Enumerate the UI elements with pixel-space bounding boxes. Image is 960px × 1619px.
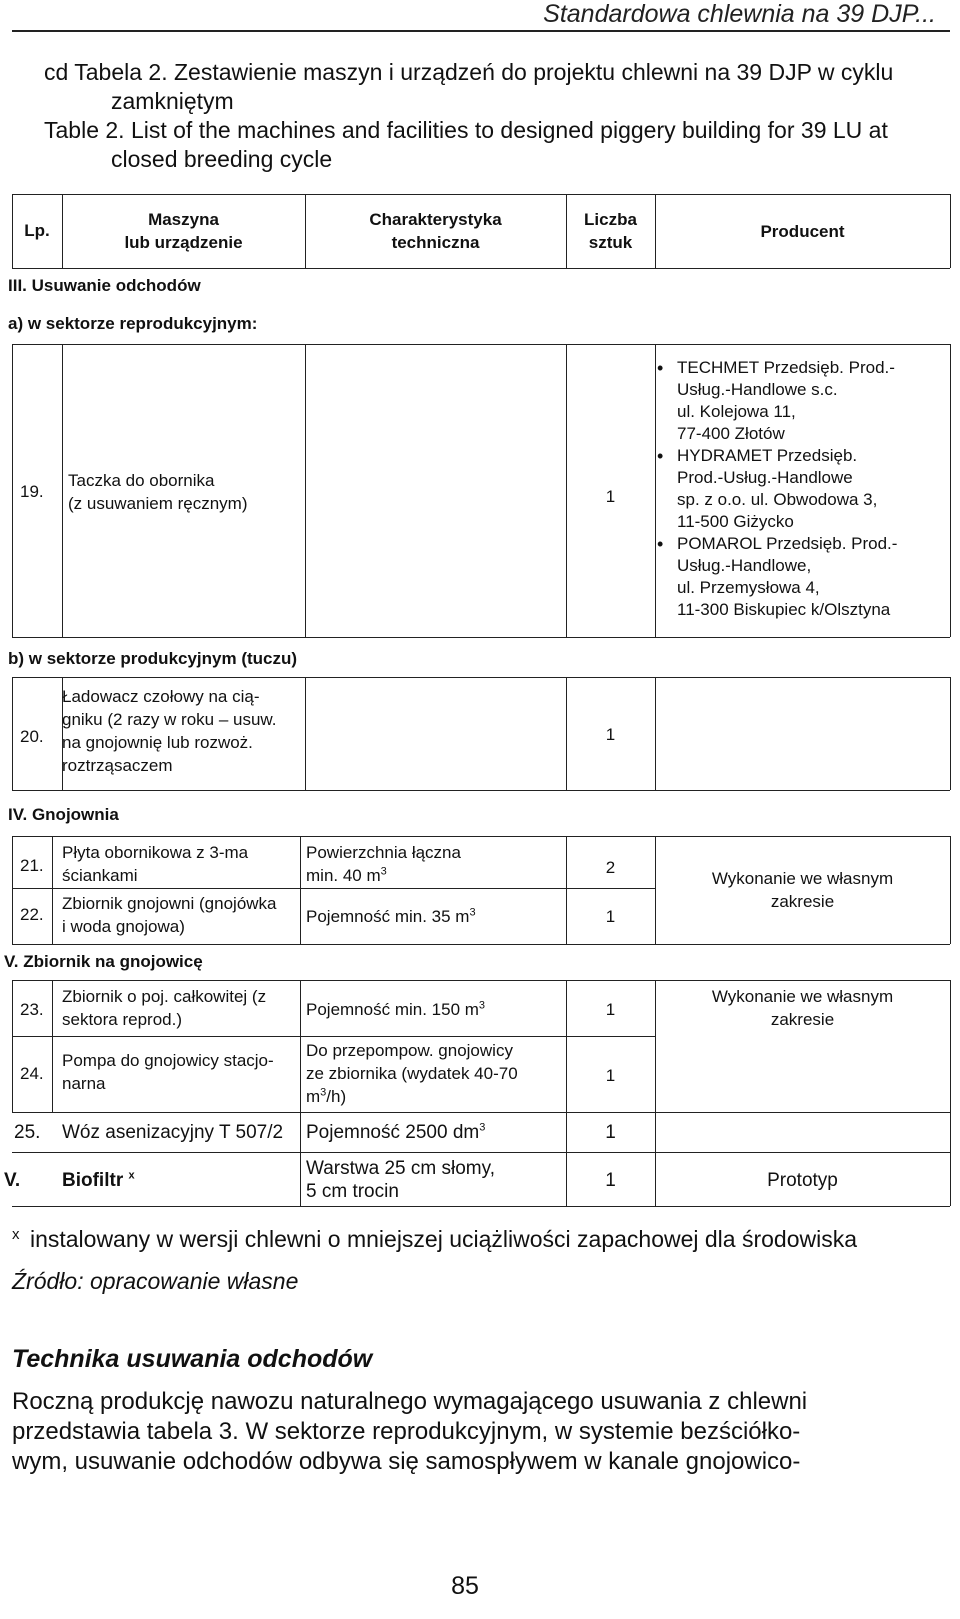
row21-border-left [12,836,13,944]
col-header-producer: Producent [760,222,845,241]
row25-spec-text: Pojemność 2500 dm [306,1122,480,1143]
row19-border-left [12,344,13,637]
table-caption-en-line2: closed breeding cycle [111,146,333,172]
col-border-lp [62,194,63,268]
row20-name-line4: roztrząsaczem [62,756,173,775]
col-header-machine-line1: Maszyna [148,210,219,229]
row22-lp: 22. [20,905,44,924]
page-number: 85 [451,1572,479,1600]
header-rule [12,30,950,32]
row23-border-lp [52,980,53,1112]
row21-spec-line2 [306,865,387,887]
row19-border-right [950,344,951,637]
row24-spec-unit: m [306,1087,321,1106]
row23-name-line2: sektora reprod.) [62,1010,182,1029]
row21-top-border [12,836,950,837]
row21-lp: 21. [20,856,44,875]
row22-name-line2: i woda gnojowa) [62,917,185,936]
col-header-spec-line1: Charakterystyka [369,210,502,229]
row21-spec-sup: 3 [380,865,387,878]
col-header-lp: Lp. [24,221,50,240]
row23-top-border [12,980,950,981]
section-heading: Technika usuwania odchodów [12,1345,373,1373]
paragraph-line: przedstawia tabela 3. W sektorze reprodukcyjnym, w systemie bezściółko- [12,1418,801,1445]
rowV-name [62,1170,135,1192]
row19-name-line2: (z usuwaniem ręcznym) [68,494,248,513]
rowV-name-sup: x [128,1169,135,1182]
row23-producer-line2: zakresie [770,1010,835,1029]
row25-border-qty [655,1112,656,1152]
row25-spec-sup: 3 [479,1121,486,1134]
rowV-border-right [950,1152,951,1206]
row22-qty: 1 [605,907,616,926]
table-caption-pl-line1: cd Tabela 2. Zestawienie maszyn i urządzeń do projektu chlewni na 39 DJP w cyklu [44,59,894,85]
row24-name-line1: Pompa do gnojowicy stacjo- [62,1051,274,1070]
row19-producer-list [655,357,945,621]
col-border-right [950,194,951,268]
row21-bottom-border [12,888,655,889]
row23-name-line1: Zbiornik o poj. całkowitej (z [62,987,267,1006]
table-caption-en-line1: Table 2. List of the machines and facilities to designed piggery building for 39 LU at [44,117,888,143]
col-border-spec [566,194,567,268]
producer-line: Usług.-Handlowe s.c. [677,380,838,399]
row21-22-producer-line2: zakresie [770,892,835,911]
row23-border-right [950,980,951,1112]
footnote-text: instalowany w wersji chlewni o mniejszej uciążliwości zapachowej dla środowiska [29,1226,858,1252]
row20-bottom-border [12,790,950,791]
row21-border-qty [655,836,656,944]
producer-line: • HYDRAMET Przedsięb. [677,446,858,465]
row22-bottom-border [12,944,950,945]
row21-name-line2: ściankami [62,866,138,885]
body-paragraph [12,1387,936,1477]
row20-qty: 1 [605,725,616,744]
row22-spec [306,906,476,928]
row24-spec-line1: Do przepompow. gnojowicy [306,1041,513,1060]
row23-lp: 23. [20,1000,44,1019]
producer-line: ul. Kolejowa 11, [677,402,796,421]
row24-bottom-border [12,1112,950,1113]
row25-bottom-border [12,1152,950,1153]
row23-spec-text: Pojemność min. 150 m [306,1000,479,1019]
row23-qty: 1 [605,1000,616,1019]
table-caption-pl-line2: zamkniętym [111,88,234,114]
row19-qty: 1 [605,487,616,506]
producer-line: ul. Przemysłowa 4, [677,578,820,597]
row24-spec-unit-tail: /h) [326,1087,347,1106]
row25-qty: 1 [605,1122,616,1143]
rowV-lp: V. [4,1170,21,1191]
row20-top-border [12,677,950,678]
row19-lp: 19. [20,482,44,501]
section-heading-III: III. Usuwanie odchodów [8,276,201,295]
footnote [12,1226,857,1253]
rowV-qty: 1 [605,1170,616,1191]
producer-line: • TECHMET Przedsięb. Prod.- [677,358,895,377]
row21-name-line1: Płyta obornikowa z 3-ma [62,843,249,862]
producer-line: Prod.-Usług.-Handlowe [677,468,853,487]
producer-line: 11-500 Giżycko [677,512,794,531]
row22-name-line1: Zbiornik gnojowni (gnojówka [62,894,277,913]
producer-item [655,533,945,621]
row21-border-machine [300,836,301,944]
row25-name: Wóz asenizacyjny T 507/2 [62,1122,284,1143]
row23-border-left [12,980,13,1112]
row21-qty: 2 [605,858,616,877]
producer-item [655,445,945,533]
section-heading-IV: IV. Gnojownia [8,805,119,824]
row24-spec-sup: 3 [320,1086,327,1099]
row20-border-left [12,677,13,790]
paragraph-line: Roczną produkcję nawozu naturalnego wymagającego usuwania z chlewni [12,1388,808,1415]
row23-bottom-border [12,1036,655,1037]
rowV-spec-line2: 5 cm trocin [306,1181,399,1202]
row23-producer-line1: Wykonanie we własnym [711,987,894,1006]
row25-border-machine [300,1112,301,1152]
row20-lp: 20. [20,727,44,746]
col-header-machine-line2: lub urządzenie [124,233,243,252]
rowV-spec-line1: Warstwa 25 cm słomy, [306,1158,495,1179]
row21-border-lp [52,836,53,944]
col-border-machine [305,194,306,268]
row21-spec-line1: Powierzchnia łączna [306,843,461,862]
rowV-border-machine [300,1152,301,1206]
col-header-spec-line2: techniczna [391,233,480,252]
row20-border-right [950,677,951,790]
table-header-bottom-border [12,268,950,269]
row19-border-machine [305,344,306,637]
col-header-qty-line2: sztuk [588,233,633,252]
running-title: Standardowa chlewnia na 39 DJP... [543,0,936,28]
row23-spec-sup: 3 [478,999,486,1012]
subsection-heading-b: b) w sektorze produkcyjnym (tuczu) [8,649,298,668]
row20-name-line1: Ładowacz czołowy na cią- [62,687,260,706]
rowV-producer: Prototyp [767,1170,838,1191]
row23-spec [306,999,485,1021]
rowV-bottom-border [12,1206,950,1207]
row25-border-right [950,1112,951,1152]
row20-border-machine [305,677,306,790]
row24-name-line2: narna [62,1074,106,1093]
row20-name-line2: gniku (2 razy w roku – usuw. [62,710,277,729]
row23-border-machine [300,980,301,1112]
col-header-qty-line1: Liczba [584,210,637,229]
row22-spec-sup: 3 [469,906,476,919]
row20-name-line3: na gnojownię lub rozwoż. [62,733,253,752]
row19-name-line1: Taczka do obornika [68,471,215,490]
producer-line: 11-300 Biskupiec k/Olsztyna [677,600,891,619]
paragraph-line: wym, usuwanie odchodów odbywa się samospływem w kanale gnojowico- [12,1448,801,1475]
table-source: Źródło: opracowanie własne [12,1268,299,1294]
row20-border-qty [655,677,656,790]
producer-line: Usług.-Handlowe, [677,556,812,575]
row24-lp: 24. [20,1064,44,1083]
row19-border-lp [62,344,63,637]
section-heading-V: V. Zbiornik na gnojowicę [4,952,203,971]
rowV-name-text: Biofiltr [62,1170,124,1191]
producer-line: sp. z o.o. ul. Obwodowa 3, [677,490,878,509]
subsection-heading-a: a) w sektorze reprodukcyjnym: [8,314,258,333]
row25-spec [306,1122,485,1144]
row24-spec-line3 [306,1086,346,1108]
footnote-mark: x [12,1226,20,1243]
row24-spec-line2: ze zbiornika (wydatek 40-70 [306,1064,518,1083]
row25-lp: 25. [14,1122,41,1143]
row21-22-producer-line1: Wykonanie we własnym [711,869,894,888]
row21-spec-text: min. 40 m [306,866,381,885]
row19-top-border [12,344,950,345]
row19-bottom-border [12,637,950,638]
row21-border-right [950,836,951,944]
producer-line: • POMAROL Przedsięb. Prod.- [677,534,898,553]
row22-spec-text: Pojemność min. 35 m [306,907,470,926]
row24-qty: 1 [605,1066,616,1085]
table-top-border [12,194,950,195]
producer-item [655,357,945,445]
producer-line: 77-400 Złotów [677,424,785,443]
